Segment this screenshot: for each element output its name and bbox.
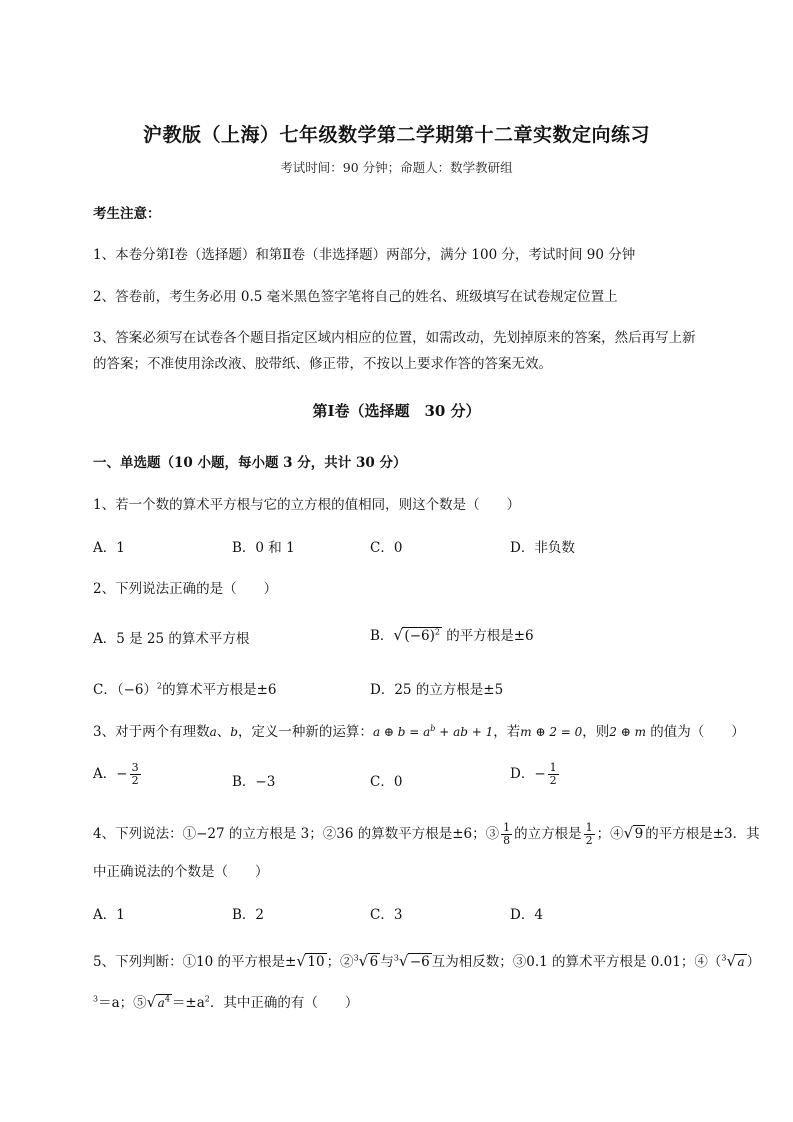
q3-target: 2 ⊕ m	[609, 725, 646, 739]
notice-heading: 考生注意：	[93, 206, 161, 222]
question-4-stem	[93, 822, 760, 847]
question-5-stem	[93, 950, 760, 970]
q3-condition: m ⊕ 2 = 0	[520, 725, 583, 739]
q1-option-c[interactable]: C．0	[370, 540, 403, 556]
q5-root-index-3: 3	[393, 953, 399, 963]
notice-item-2: 2、答卷前，考生务必用 0.5 毫米黑色签字笔将自己的姓名、班级填写在试卷规定位置上	[93, 289, 618, 305]
q4-fraction-1	[501, 822, 512, 846]
q3-var-b: b	[230, 725, 238, 739]
q3-text-3: ，若	[493, 724, 521, 740]
q3-option-c[interactable]: C．0	[370, 774, 403, 790]
part-heading: 一、单选题（10 小题，每小题 3 分，共计 30 分）	[93, 455, 407, 471]
q5-text-4: 互为相反数；③0.1 的算术平方根是 0.01；④（	[431, 954, 722, 970]
cbrt-symbol: √ a	[726, 952, 745, 970]
q3-d-num: 1	[549, 761, 557, 775]
question-4-stem-cont: 中正确说法的个数是（ ）	[93, 864, 269, 880]
q3-d-fraction	[548, 762, 559, 786]
q3-option-b[interactable]: B．−3	[232, 774, 276, 790]
notice-item-3-cont: 的答案；不准使用涂改液、胶带纸、修正带，不按以上要求作答的答案无效。	[93, 356, 552, 372]
q3-formula-exp: b	[430, 724, 436, 733]
q3-a-den: 2	[131, 774, 139, 787]
q2-b-label: B．	[370, 628, 394, 644]
q4-f1-den: 8	[503, 834, 511, 847]
q5-radicand-3: −6	[409, 954, 430, 970]
q5-text-3: 与	[380, 954, 394, 970]
q5-radicand-5: a	[157, 996, 165, 1010]
q3-a-fraction	[130, 762, 141, 786]
q5-radicand-5-exp: 4	[164, 994, 170, 1004]
cbrt-symbol: √ −6	[398, 952, 430, 970]
question-2-stem: 2、下列说法正确的是（ ）	[93, 581, 278, 597]
q5-root-index-4: 3	[721, 953, 727, 963]
q4-f1-num: 1	[503, 821, 511, 835]
q3-a-label: A．−	[93, 766, 128, 782]
exam-info: 考试时间：90 分钟；命题人：数学教研组	[280, 160, 513, 175]
sqrt-symbol: √ $(-6)^2$	[393, 625, 440, 644]
q5-text-1: 5、下列判断：①10 的平方根是±	[93, 954, 297, 970]
q5-exponent-2: 2	[204, 994, 210, 1004]
notice-item-1: 1、本卷分第Ⅰ卷（选择题）和第Ⅱ卷（非选择题）两部分，满分 100 分，考试时间 90 分钟	[93, 247, 636, 263]
sqrt-symbol: √ 10	[296, 952, 325, 970]
q2-option-a[interactable]: A．5 是 25 的算术平方根	[93, 631, 250, 647]
q4-text-4: 的平方根是±3．其	[645, 826, 760, 842]
q5-exponent-1: 3	[93, 994, 99, 1004]
q4-f2-den: 2	[585, 834, 593, 847]
page-title: 沪教版（上海）七年级数学第二学期第十二章实数定向练习	[142, 124, 650, 146]
q4-option-c[interactable]: C．3	[370, 907, 403, 923]
question-3-stem	[93, 720, 745, 740]
cbrt-symbol: √ 6	[358, 952, 379, 970]
q3-text-5: 的值为（ ）	[645, 724, 745, 740]
section-title: 第Ⅰ卷（选择题 30 分）	[312, 402, 481, 420]
sqrt-symbol: √ $a^4$	[146, 992, 170, 1011]
q1-option-b[interactable]: B．0 和 1	[232, 540, 295, 556]
q3-text-4: ，则	[582, 724, 610, 740]
q2-b-text: 的平方根是±6	[441, 628, 534, 644]
q2-c-text: 的算术平方根是±6	[162, 682, 277, 698]
q2-c-label: C．（−6）	[93, 682, 157, 698]
q2-option-d[interactable]: D．25 的立方根是±5	[370, 682, 504, 698]
q2-option-c[interactable]	[93, 678, 276, 698]
q5-text-8: ．其中正确的有（ ）	[209, 995, 359, 1011]
q5-text-5: ）	[746, 954, 761, 970]
q5-radicand-4: a	[737, 955, 745, 969]
q3-sep: 、	[216, 724, 231, 740]
q5-text-6: ＝a；⑤	[98, 995, 147, 1011]
q3-text-2: ，定义一种新的运算：	[237, 724, 373, 740]
q3-d-label: D．−	[510, 766, 546, 782]
q4-option-d[interactable]: D．4	[510, 907, 543, 923]
q2-option-b[interactable]	[370, 624, 534, 644]
q4-f2-num: 1	[585, 821, 593, 835]
q5-radicand-1: 10	[307, 954, 325, 970]
q3-option-d[interactable]	[510, 762, 561, 787]
q4-text-3: ；④	[596, 826, 624, 842]
q5-text-2: ；②	[326, 954, 354, 970]
q3-formula-main: a ⊕ b = a	[372, 725, 431, 739]
question-1-stem: 1、若一个数的算术平方根与它的立方根的值相同，则这个数是（ ）	[93, 497, 521, 513]
q4-fraction-2	[584, 822, 595, 846]
q4-text-2: 的立方根是	[514, 826, 582, 842]
q3-var-a: a	[209, 725, 217, 739]
q4-option-b[interactable]: B．2	[232, 907, 265, 923]
q4-text-1: 4、下列说法：①−27 的立方根是 3；②36 的算数平方根是±6；③	[93, 826, 500, 842]
q5-root-index-2: 3	[353, 953, 359, 963]
q4-radicand: 9	[634, 826, 644, 842]
q2-b-radicand: (−6)	[404, 628, 435, 644]
q4-option-a[interactable]: A．1	[93, 907, 125, 923]
notice-item-3: 3、答案必须写在试卷各个题目指定区域内相应的位置，如需改动，先划掉原来的答案，然后再写上新	[93, 330, 696, 346]
q3-d-den: 2	[549, 774, 557, 787]
q1-option-d[interactable]: D．非负数	[510, 540, 575, 556]
q1-option-a[interactable]: A．1	[93, 540, 125, 556]
q2-b-exponent: 2	[434, 627, 440, 637]
question-5-stem-cont	[93, 991, 358, 1011]
q5-radicand-2: 6	[369, 954, 379, 970]
q5-text-7: ＝±a	[171, 995, 205, 1011]
q3-formula	[373, 725, 493, 739]
sqrt-symbol: √ 9	[623, 824, 644, 842]
q3-formula-tail: + ab + 1	[435, 725, 494, 739]
q2-c-exponent: 2	[156, 681, 163, 691]
q3-text-1: 3、对于两个有理数	[93, 724, 210, 740]
q3-a-num: 3	[131, 761, 139, 775]
q3-option-a[interactable]	[93, 762, 143, 787]
